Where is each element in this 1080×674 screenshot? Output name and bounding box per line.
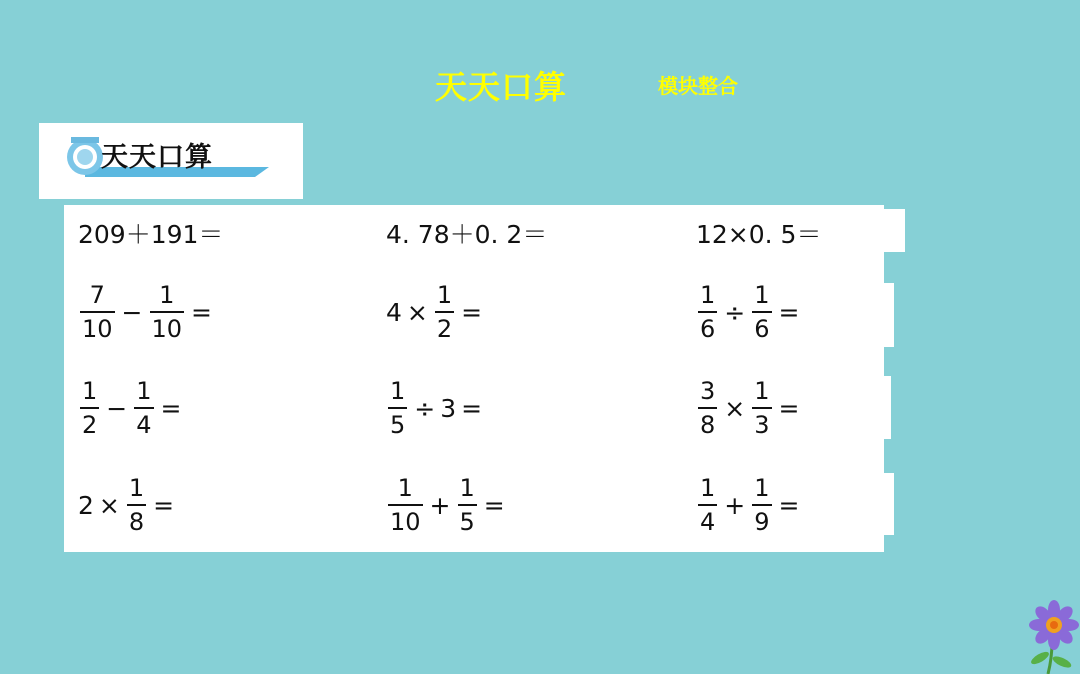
problem-item (386, 272, 487, 352)
expression-text: 4 (386, 297, 402, 327)
fraction-denominator: 5 (390, 411, 406, 439)
problem-item (78, 272, 217, 352)
fraction-numerator: 1 (754, 281, 770, 309)
operator: = (483, 490, 505, 520)
expression-text: 2 (78, 490, 94, 520)
fraction-numerator: 1 (459, 474, 475, 502)
fraction-denominator: 2 (82, 411, 98, 439)
panel-edge-strip (884, 473, 894, 535)
problem-item (696, 465, 804, 545)
fraction (458, 476, 477, 534)
fraction (134, 379, 153, 437)
slide-subtitle: 模块整合 (658, 74, 738, 98)
fraction-denominator: 6 (754, 315, 770, 343)
fraction (388, 379, 407, 437)
fraction-denominator: 5 (459, 508, 475, 536)
fraction-denominator: 8 (128, 508, 145, 536)
fraction-denominator: 10 (390, 508, 421, 536)
fraction-numerator: 1 (159, 281, 175, 309)
operator: × (406, 297, 428, 327)
fraction-bar (134, 407, 153, 409)
fraction (752, 379, 771, 437)
expression-text: 209＋191＝ (78, 220, 224, 249)
expression-text: 3 (440, 393, 457, 423)
operator: = (160, 393, 182, 423)
fraction-numerator: 3 (700, 377, 716, 405)
fraction-denominator: 10 (151, 315, 183, 343)
expression-text: 4. 78＋0. 2＝ (386, 220, 548, 249)
problem-item (696, 272, 804, 352)
problem-item (386, 193, 547, 273)
fraction-denominator: 3 (754, 411, 770, 439)
fraction (80, 379, 99, 437)
fraction-bar (80, 407, 99, 409)
fraction (752, 283, 771, 341)
fraction (150, 283, 185, 341)
fraction-numerator: 1 (754, 377, 770, 405)
fraction-bar (150, 311, 185, 313)
fraction (388, 476, 423, 534)
expression-text: 12×0. 5＝ (696, 220, 822, 249)
panel-edge-strip (884, 209, 905, 252)
operator: = (778, 393, 800, 423)
fraction (698, 283, 717, 341)
operator: = (778, 297, 800, 327)
fraction-numerator: 1 (700, 474, 716, 502)
operator: = (461, 297, 483, 327)
fraction-bar (698, 311, 717, 313)
problem-item (78, 465, 179, 545)
problem-item (386, 465, 510, 545)
fraction-bar (698, 407, 717, 409)
problem-item (696, 193, 821, 273)
fraction-denominator: 8 (700, 411, 716, 439)
fraction-denominator: 10 (82, 315, 113, 343)
panel-edge-strip (884, 376, 891, 439)
fraction (698, 379, 717, 437)
panel-edge-strip (884, 283, 894, 347)
fraction-bar (435, 311, 454, 313)
section-badge (39, 123, 303, 199)
flower-icon (1022, 600, 1080, 674)
operator: ÷ (414, 393, 436, 423)
operator: = (191, 297, 212, 327)
operator: − (121, 297, 143, 327)
fraction-bar (388, 407, 407, 409)
fraction-denominator: 6 (700, 315, 716, 343)
fraction-denominator: 9 (754, 508, 770, 536)
fraction-numerator: 1 (397, 474, 413, 502)
problem-item (696, 368, 804, 448)
fraction (752, 476, 771, 534)
fraction-bar (752, 311, 771, 313)
fraction (435, 283, 454, 341)
fraction-numerator: 7 (89, 281, 105, 309)
fraction-bar (752, 407, 771, 409)
operator: × (98, 490, 120, 520)
fraction-numerator: 1 (436, 281, 453, 309)
operator: × (724, 393, 746, 423)
fraction-bar (698, 504, 717, 506)
fraction-denominator: 2 (436, 315, 453, 343)
badge-label: 天天口算 (101, 142, 213, 173)
fraction-numerator: 1 (390, 377, 406, 405)
slide-title: 天天口算 (435, 68, 568, 106)
problem-item (78, 193, 223, 273)
fraction (127, 476, 146, 534)
operator: + (429, 490, 451, 520)
fraction-bar (388, 504, 423, 506)
fraction-numerator: 1 (700, 281, 716, 309)
operator: − (106, 393, 128, 423)
fraction (80, 283, 115, 341)
fraction-numerator: 1 (82, 377, 98, 405)
fraction-bar (80, 311, 115, 313)
operator: = (153, 490, 175, 520)
fraction (698, 476, 717, 534)
operator: ÷ (724, 297, 746, 327)
fraction-numerator: 1 (754, 474, 770, 502)
operator: = (461, 393, 483, 423)
problem-item (386, 368, 487, 448)
operator: + (724, 490, 746, 520)
operator: = (778, 490, 800, 520)
fraction-bar (458, 504, 477, 506)
fraction-bar (127, 504, 146, 506)
fraction-numerator: 1 (128, 474, 145, 502)
fraction-denominator: 4 (700, 508, 716, 536)
fraction-bar (752, 504, 771, 506)
fraction-denominator: 4 (136, 411, 152, 439)
fraction-numerator: 1 (136, 377, 152, 405)
problem-item (78, 368, 186, 448)
